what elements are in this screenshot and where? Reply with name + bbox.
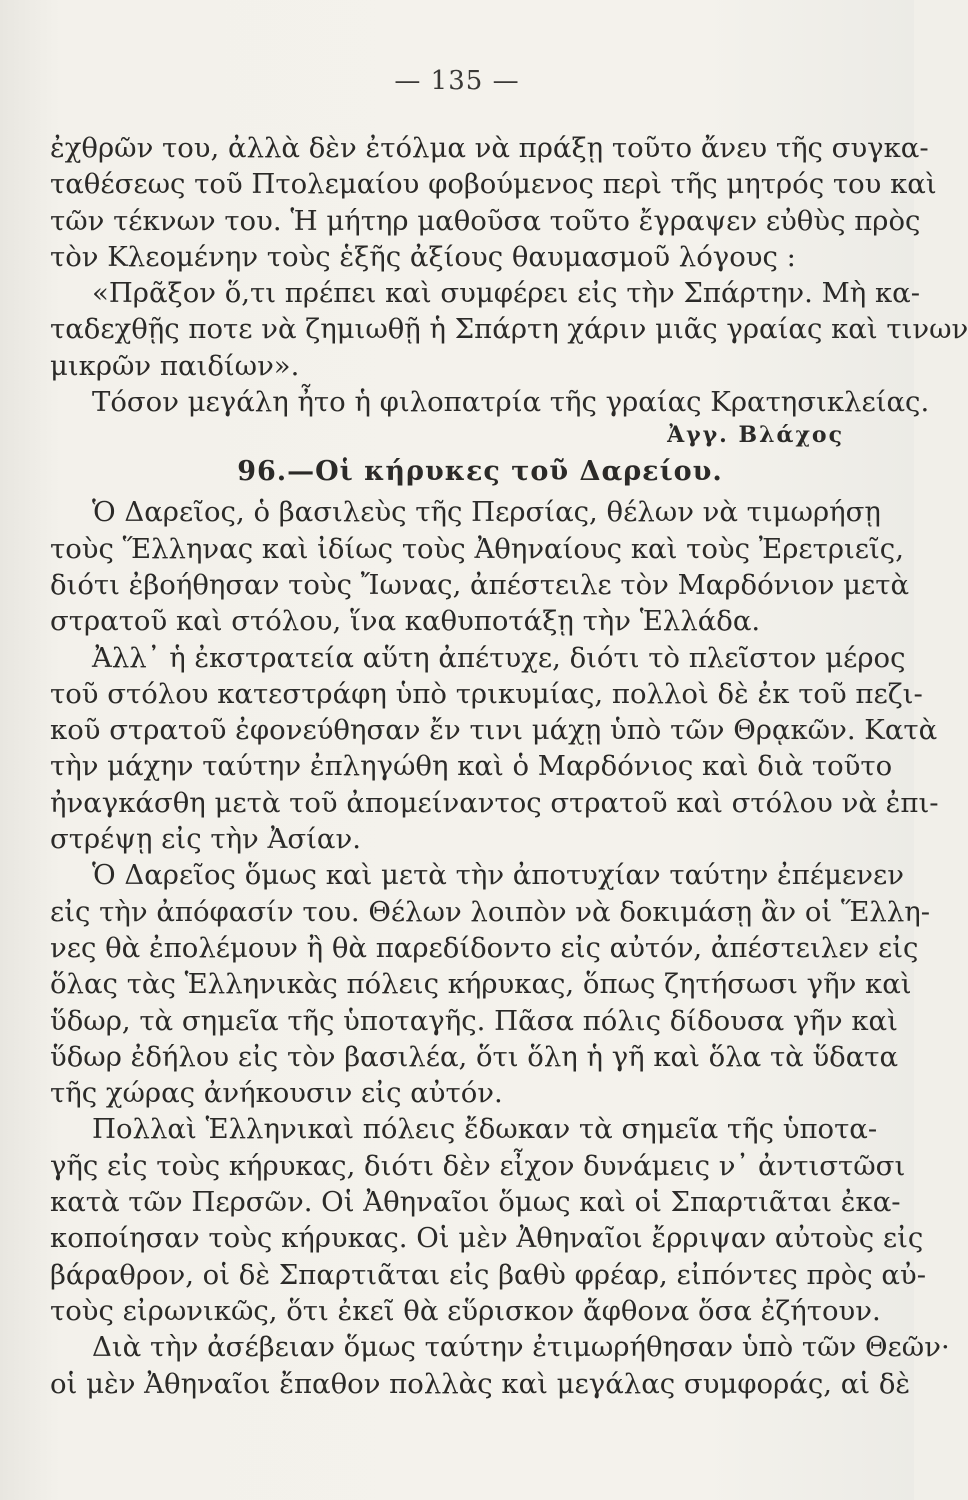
text-line: κατὰ τῶν Περσῶν. Οἱ Ἀθηναῖοι ὅμως καὶ οἱ Σπαρτιᾶται ἐκα- — [50, 1186, 901, 1219]
text-line: τῆς χώρας ἀνήκουσιν εἰς αὐτόν. — [50, 1077, 503, 1110]
text-line: οἱ μὲν Ἀθηναῖοι ἔπαθον πολλὰς καὶ μεγάλας συμφοράς, αἱ δὲ — [50, 1367, 911, 1400]
text-line: στρατοῦ καὶ στόλου, ἵνα καθυποτάξῃ τὴν Ἑλλάδα. — [50, 605, 761, 638]
text-line: γῆς εἰς τοὺς κήρυκας, διότι δὲν εἶχον δυνάμεις ν᾽ ἀντιστῶσι — [50, 1149, 906, 1182]
text-line: τῶν τέκνων του. Ἡ μήτηρ μαθοῦσα τοῦτο ἔγραψεν εὐθὺς πρὸς — [50, 204, 921, 237]
text-line: ταθέσεως τοῦ Πτολεμαίου φοβούμενος περὶ τῆς μητρός του καὶ — [50, 168, 937, 201]
text-line: κοποίησαν τοὺς κήρυκας. Οἱ μὲν Ἀθηναῖοι ἔρριψαν αὐτοὺς εἰς — [50, 1222, 924, 1255]
text-line: τὴν μάχην ταύτην ἐπληγώθη καὶ ὁ Μαρδόνιος καὶ διὰ τοῦτο — [50, 750, 893, 783]
text-line: τοῦ στόλου κατεστράφη ὑπὸ τρικυμίας, πολλοὶ δὲ ἐκ τοῦ πεζι- — [50, 677, 923, 710]
text-line: τὸν Κλεομένην τοὺς ἑξῆς ἀξίους θαυμασμοῦ λόγους : — [50, 240, 796, 273]
text-line: διότι ἐβοήθησαν τοὺς Ἴωνας, ἀπέστειλε τὸν Μαρδόνιον μετὰ — [50, 568, 910, 601]
text-line: εἰς τὴν ἀπόφασίν του. Θέλων λοιπὸν νὰ δοκιμάσῃ ἂν οἱ Ἕλλη- — [50, 895, 931, 928]
text-line: Ὁ Δαρεῖος, ὁ βασιλεὺς τῆς Περσίας, θέλων νὰ τιμωρήσῃ — [92, 496, 881, 529]
text-line: ταδεχθῇς ποτε νὰ ζημιωθῇ ἡ Σπάρτη χάριν μιᾶς γραίας καὶ τινων — [50, 313, 968, 346]
text-line: κοῦ στρατοῦ ἐφονεύθησαν ἔν τινι μάχῃ ὑπὸ τῶν Θρᾳκῶν. Κατὰ — [50, 714, 938, 747]
text-line: ὅλας τὰς Ἑλληνικὰς πόλεις κήρυκας, ὅπως ζητήσωσι γῆν καὶ — [50, 968, 912, 1001]
text-line: ὕδωρ ἐδήλου εἰς τὸν βασιλέα, ὅτι ὅλη ἡ γῆ καὶ ὅλα τὰ ὕδατα — [50, 1040, 899, 1073]
text-line: Ἀλλ᾽ ἡ ἐκστρατεία αὕτη ἀπέτυχε, διότι τὸ πλεῖστον μέρος — [92, 641, 906, 674]
text-line: Τόσον μεγάλη ἦτο ἡ φιλοπατρία τῆς γραίας Κρατησικλείας. — [92, 386, 930, 419]
text-line: ἐχθρῶν του, ἀλλὰ δὲν ἐτόλμα νὰ πράξῃ τοῦτο ἄνευ τῆς συγκα- — [50, 132, 929, 164]
text-line: «Πρᾶξον ὅ,τι πρέπει καὶ συμφέρει εἰς τὴν Σπάρτην. Μὴ κα- — [92, 277, 921, 310]
text-line: μικρῶν παιδίων». — [50, 349, 300, 382]
text-line: Ὁ Δαρεῖος ὅμως καὶ μετὰ τὴν ἀποτυχίαν ταύτην ἐπέμενεν — [92, 859, 904, 892]
author-signature: Ἀγγ. Βλάχος — [667, 422, 844, 449]
text-line: τοὺς εἰρωνικῶς, ὅτι ἐκεῖ θὰ εὕρισκον ἄφθονα ὅσα ἐζήτουν. — [50, 1294, 881, 1327]
text-line: στρέψῃ εἰς τὴν Ἀσίαν. — [50, 823, 361, 856]
text-line: Πολλαὶ Ἑλληνικαὶ πόλεις ἔδωκαν τὰ σημεῖα τῆς ὑποτα- — [92, 1113, 878, 1146]
text-line: βάραθρον, οἱ δὲ Σπαρτιᾶται εἰς βαθὺ φρέαρ, εἰπόντες πρὸς αὐ- — [50, 1258, 926, 1291]
text-line: νες θὰ ἐπολέμουν ἢ θὰ παρεδίδοντο εἰς αὐτόν, ἀπέστειλεν εἰς — [50, 931, 919, 964]
body-text — [50, 130, 968, 1402]
text-line: τοὺς Ἕλληνας καὶ ἰδίως τοὺς Ἀθηναίους καὶ τοὺς Ἐρετριεῖς, — [50, 532, 904, 565]
section-heading: 96.—Οἱ κήρυκες τοῦ Δαρείου. — [237, 456, 723, 488]
page-number: — 135 — — [394, 66, 520, 96]
text-line: Διὰ τὴν ἀσέβειαν ὅμως ταύτην ἐτιμωρήθησαν ὑπὸ τῶν Θεῶν· — [92, 1331, 950, 1364]
text-line: ὕδωρ, τὰ σημεῖα τῆς ὑποταγῆς. Πᾶσα πόλις δίδουσα γῆν καὶ — [50, 1004, 898, 1037]
text-line: ἠναγκάσθη μετὰ τοῦ ἀπομείναντος στρατοῦ καὶ στόλου νὰ ἐπι- — [50, 786, 939, 819]
